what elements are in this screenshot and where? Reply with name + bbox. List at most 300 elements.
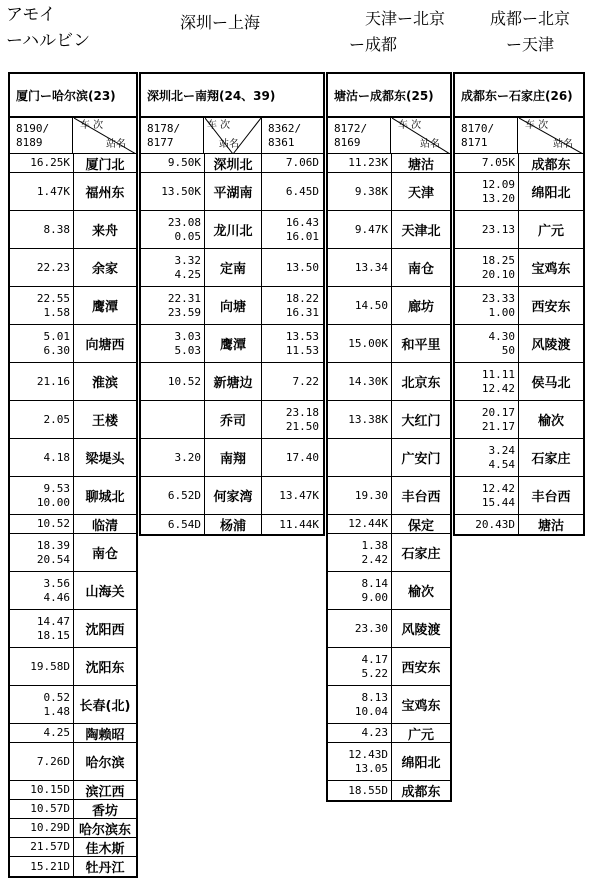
time-left-line: 7.26D [36,754,70,768]
time-left-line: 13.38K [348,412,388,426]
time-cell-left [10,743,74,780]
timetable-row [10,439,136,477]
time-cell-left [455,173,519,210]
route-header [141,74,323,118]
timetable-row [10,800,136,819]
time-left-lines [44,691,71,719]
time-cell-left [10,287,74,324]
station-name: 成都东 [401,785,441,800]
timetable-row [10,325,136,363]
time-left-line: 2.05 [43,412,70,426]
time-cell-left [328,477,392,514]
time-cell-left [328,325,392,362]
train-number-header [455,118,583,154]
time-left-line: 3.32 [174,253,201,267]
timetable-row [455,515,583,534]
time-left-line: 6.52D [167,488,201,502]
timetable-row [328,572,450,610]
time-cell-left [10,173,74,210]
timetable-row [10,724,136,743]
timetable-row [10,154,136,173]
time-left-line: 9.38K [354,184,388,198]
time-right-lines [286,185,319,199]
time-cell-left [10,572,74,609]
station-name: 香坊 [91,803,118,819]
time-left-lines [482,482,515,510]
timetable-row [141,249,323,287]
time-cell-left [10,325,74,362]
station-name: 广安门 [401,452,441,467]
time-left-line: 12.44K [348,517,388,530]
time-cell-left [141,173,205,210]
time-left-line: 4.30 [488,329,515,343]
timetable-row [328,781,450,800]
timetable-row [455,211,583,249]
time-left-line: 8.13 [361,690,388,704]
timetable-row [10,838,136,857]
time-right-lines [286,330,319,358]
station-name: 榆次 [407,585,434,600]
time-left-line: 20.10 [481,267,515,281]
time-cell-left [10,401,74,438]
time-left-line: 2.42 [361,552,388,566]
time-left-line: 5.03 [174,343,201,357]
station-name: 定南 [219,262,246,277]
time-left-lines [37,482,70,510]
time-left-lines [348,748,388,776]
time-cell-left [10,211,74,248]
route-header [10,74,136,118]
train-number-left-line: 8189 [16,135,43,149]
time-left-lines [362,726,389,740]
time-right-line: 7.22 [292,374,319,388]
timetable-row [455,363,583,401]
station-name: 成都东 [531,157,571,173]
time-left-line: 21.16 [36,374,70,388]
time-left-line: 14.47 [36,614,70,628]
station-name: 梁堤头 [85,452,125,467]
time-left-lines [355,185,388,199]
timetable-row [141,401,323,439]
time-left-line: 15.44 [481,495,515,509]
time-right-lines [286,406,319,434]
time-left-lines [355,489,388,503]
time-left-lines [37,185,70,199]
heading-chengdu-line1: 成都ー北京 [489,9,570,28]
station-name: 何家湾 [213,490,253,505]
time-cell-left [328,781,392,800]
time-left-line: 11.23K [348,156,388,169]
timetable-row [141,154,323,173]
time-cell-left [141,439,205,476]
timetable-row [10,211,136,249]
train-number-right [261,118,323,153]
station-name: 宝鸡东 [531,262,571,277]
time-right-line: 17.40 [285,450,319,464]
time-cell-left [10,800,74,818]
time-left-line: 21.17 [481,419,515,433]
train-number-left-line: 8170/ [461,121,495,135]
time-left-lines [37,755,70,769]
station-name: 哈尔滨东 [78,822,131,838]
time-cell-left [455,477,519,514]
station-label: 站名 [219,139,239,150]
time-left-lines [348,517,388,531]
timetable-row [10,515,136,534]
timetable-row [10,819,136,838]
time-right-line: 13.47K [279,488,319,502]
train-number-left-line: 8177 [147,135,174,149]
time-left-lines [37,292,70,320]
time-left-lines [37,615,70,643]
station-name: 鹰潭 [91,300,118,315]
time-cell-right [261,249,323,286]
timetable-row [328,363,450,401]
time-left-line: 16.25K [30,156,70,169]
station-label: 站名 [420,139,440,150]
time-cell-left [328,401,392,438]
time-left-line: 19.58D [30,659,70,673]
train-number-left-line: 8171 [461,135,488,149]
time-left-line: 10.52 [167,374,201,388]
time-left-lines [30,660,70,674]
time-left-lines [482,156,515,170]
time-left-line: 20.43D [475,517,515,531]
time-cell-left [455,325,519,362]
time-cell-left [328,724,392,742]
station-name: 牡丹江 [85,861,125,876]
time-cell-left [10,610,74,647]
time-right-lines [286,451,319,465]
train-label: 车 次 [398,120,422,131]
time-cell-left [455,249,519,286]
timetable-row [328,439,450,477]
timetable-row [328,515,450,534]
train-number-header [141,118,323,154]
time-left-lines [161,185,201,199]
time-left-lines [482,254,515,282]
time-left-lines [355,622,388,636]
time-left-line: 12.09 [481,177,515,191]
station-name: 哈尔滨 [85,756,125,771]
train-station-label-cell [74,118,136,153]
station-name: 风陵渡 [531,338,571,353]
time-cell-left [10,781,74,799]
train-station-label-cell [205,118,261,153]
time-left-line: 21.57D [30,840,70,853]
time-right-line: 18.22 [285,291,319,305]
time-left-lines [30,783,70,797]
time-cell-right [261,477,323,514]
time-cell-right [261,401,323,438]
station-name: 宝鸡东 [401,699,441,714]
time-left-line: 15.21D [30,859,70,873]
station-name: 丰台西 [401,490,441,505]
route-title: 成都东ー石家庄(26) [461,88,573,103]
train-station-label-cell [392,118,450,153]
time-cell-left [141,477,205,514]
timetable-row [328,743,450,781]
train-number-left-line: 8178/ [147,121,181,135]
time-cell-left [328,287,392,324]
timetable-row [328,686,450,724]
timetable-row [10,743,136,781]
timetable-row [10,857,136,876]
station-name: 向塘西 [85,338,125,353]
timetable-row [455,477,583,515]
train-number-right-line: 8361 [268,135,295,149]
timetable-row [10,363,136,401]
time-left-line: 11.11 [481,367,515,381]
time-right-lines [279,518,319,532]
time-left-lines [168,156,201,170]
time-cell-left [141,325,205,362]
time-cell-left [141,363,205,400]
train-number-left [10,118,73,153]
time-left-line: 20.54 [36,552,70,566]
timetable-tanggu-chengdu [326,72,452,802]
timetable-shenzhen-nanxiang [139,72,325,536]
time-left-line: 13.05 [354,761,388,775]
time-left-lines [30,156,70,170]
station-name: 南翔 [219,452,246,467]
timetable-row [328,325,450,363]
time-left-lines [482,178,515,206]
time-left-lines [348,337,388,351]
timetable-row [455,439,583,477]
station-name: 榆次 [537,414,564,429]
timetable-row [328,287,450,325]
time-left-line: 4.23 [361,726,388,739]
time-left-line: 8.14 [361,576,388,590]
time-left-line: 13.50K [161,184,201,198]
time-left-lines [168,292,201,320]
time-left-line: 18.15 [36,628,70,642]
timetable-row [10,287,136,325]
station-name: 丰台西 [531,490,571,505]
time-left-lines [489,330,516,358]
time-right-line: 11.44K [279,517,319,531]
time-right-lines [286,216,319,244]
train-label: 车 次 [207,120,231,131]
heading-chengdu-line2: ー天津 [505,35,554,54]
time-right-lines [286,261,319,275]
time-right-line: 21.50 [285,419,319,433]
time-cell-left [328,363,392,400]
time-cell-left [10,477,74,514]
time-left-line: 3.20 [174,450,201,464]
time-cell-left [141,249,205,286]
time-left-line: 23.08 [167,215,201,229]
timetable-row [328,534,450,572]
time-cell-left [455,439,519,476]
time-cell-left [328,249,392,286]
time-cell-left [455,154,519,172]
timetable-row [10,401,136,439]
time-cell-left [10,249,74,286]
route-title: 深圳北ー南翔(24、39) [147,88,276,103]
time-left-lines [482,406,515,434]
timetable-row [141,173,323,211]
station-name: 和平里 [401,338,441,353]
timetable-row [10,648,136,686]
time-left-line: 10.57D [30,802,70,815]
time-cell-left [455,401,519,438]
time-left-line: 22.55 [36,291,70,305]
time-cell-left [10,534,74,571]
time-cell-right [261,211,323,248]
heading-amoy-line1: アモイ [6,5,56,25]
station-name: 西安东 [401,661,441,676]
station-name: 向塘 [219,300,246,315]
time-left-lines [37,539,70,567]
route-header [455,74,583,118]
station-name: 沈阳西 [85,623,125,638]
heading-amoy-line2: ーハルビン [6,31,91,51]
station-name: 聊城北 [85,490,125,505]
time-cell-right [261,154,323,172]
time-left-line: 1.48 [43,704,70,718]
station-name: 北京东 [401,376,441,391]
train-number-left [455,118,518,153]
time-cell-left [10,154,74,172]
station-name: 塘沽 [407,157,434,173]
station-name: 淮滨 [91,376,118,391]
time-left-lines [355,299,388,313]
time-right-line: 23.18 [285,405,319,419]
time-cell-left [328,648,392,685]
station-name: 厦门北 [85,157,125,173]
station-name: 山海关 [85,585,125,600]
time-left-line: 5.22 [361,666,388,680]
time-right-line: 7.06D [285,156,319,169]
time-right-line: 13.50 [285,260,319,274]
time-left-lines [355,691,388,719]
time-cell-left [141,515,205,534]
time-left-lines [44,223,71,237]
time-cell-left [328,534,392,571]
time-right-line: 16.01 [285,229,319,243]
time-left-lines [44,330,71,358]
timetable-row [328,401,450,439]
station-name: 西安东 [531,300,571,315]
time-left-line: 3.56 [43,576,70,590]
station-name: 塘沽 [537,519,564,534]
time-left-line: 12.43D [348,747,388,761]
time-left-line: 18.39 [36,538,70,552]
station-name: 深圳北 [213,157,253,173]
train-number-left-lines [147,122,180,150]
timetable-row [10,249,136,287]
train-label: 车 次 [525,120,549,131]
timetable-row [328,610,450,648]
timetable-row [141,211,323,249]
timetable-row [328,648,450,686]
time-left-line: 4.17 [361,652,388,666]
time-left-line: 9.00 [361,590,388,604]
time-right-line: 16.43 [285,215,319,229]
time-left-lines [482,368,515,396]
heading-shenzhen: 深圳ー上海 [180,13,261,32]
time-right-lines [286,292,319,320]
station-name: 南仓 [91,547,118,562]
time-left-lines [355,223,388,237]
time-cell-left [141,401,205,438]
route-title: 厦门ー哈尔滨(23) [16,88,116,103]
time-cell-left [455,211,519,248]
time-left-line: 4.54 [488,457,515,471]
timetable-row [141,439,323,477]
train-number-left-line: 8190/ [16,121,50,135]
time-cell-left [328,686,392,723]
time-left-lines [30,802,70,816]
time-cell-left [10,363,74,400]
time-left-line: 20.17 [481,405,515,419]
train-number-left-lines [334,122,367,150]
timetable-chengdu-shijiazhuang [453,72,585,536]
time-left-lines [44,413,71,427]
time-cell-left [328,515,392,533]
time-left-line: 14.50 [354,298,388,312]
time-right-lines [293,375,320,389]
time-right-line: 13.53 [285,329,319,343]
time-cell-right [261,439,323,476]
timetable-row [328,154,450,173]
time-left-line: 1.00 [488,305,515,319]
timetable-row [455,173,583,211]
time-left-line: 10.15D [30,783,70,796]
station-name: 临清 [91,518,118,534]
station-name: 杨浦 [219,519,246,534]
timetable-row [455,325,583,363]
train-number-header [10,118,136,154]
time-left-line: 18.25 [481,253,515,267]
time-left-line: 10.04 [354,704,388,718]
time-cell-left [455,515,519,534]
time-left-line: 0.05 [174,229,201,243]
time-left-lines [37,517,70,531]
time-cell-left [141,287,205,324]
time-cell-right [261,325,323,362]
time-cell-left [328,439,392,476]
time-left-lines [355,261,388,275]
station-name: 福州东 [85,186,125,201]
station-name: 天津北 [401,224,441,239]
station-name: 沈阳东 [85,661,125,676]
time-left-lines [362,653,389,681]
timetable-row [141,325,323,363]
station-name: 天津 [407,186,434,201]
station-name: 乔司 [219,414,246,429]
station-name: 廊坊 [407,300,434,315]
timetable-row [10,572,136,610]
time-cell-left [455,287,519,324]
station-name: 石家庄 [401,547,441,562]
timetable-row [141,287,323,325]
timetable-row [141,363,323,401]
time-left-line: 1.38 [361,538,388,552]
heading-tianjin-line2: ー成都 [348,35,397,54]
time-left-lines [362,577,389,605]
time-left-line: 8.38 [43,222,70,236]
time-left-line: 4.46 [43,590,70,604]
time-left-line: 14.30K [348,374,388,388]
time-left-lines [348,784,388,798]
time-left-lines [348,413,388,427]
train-number-right-line: 8362/ [268,121,302,135]
train-number-right-lines [268,122,301,150]
time-left-line: 0.52 [43,690,70,704]
